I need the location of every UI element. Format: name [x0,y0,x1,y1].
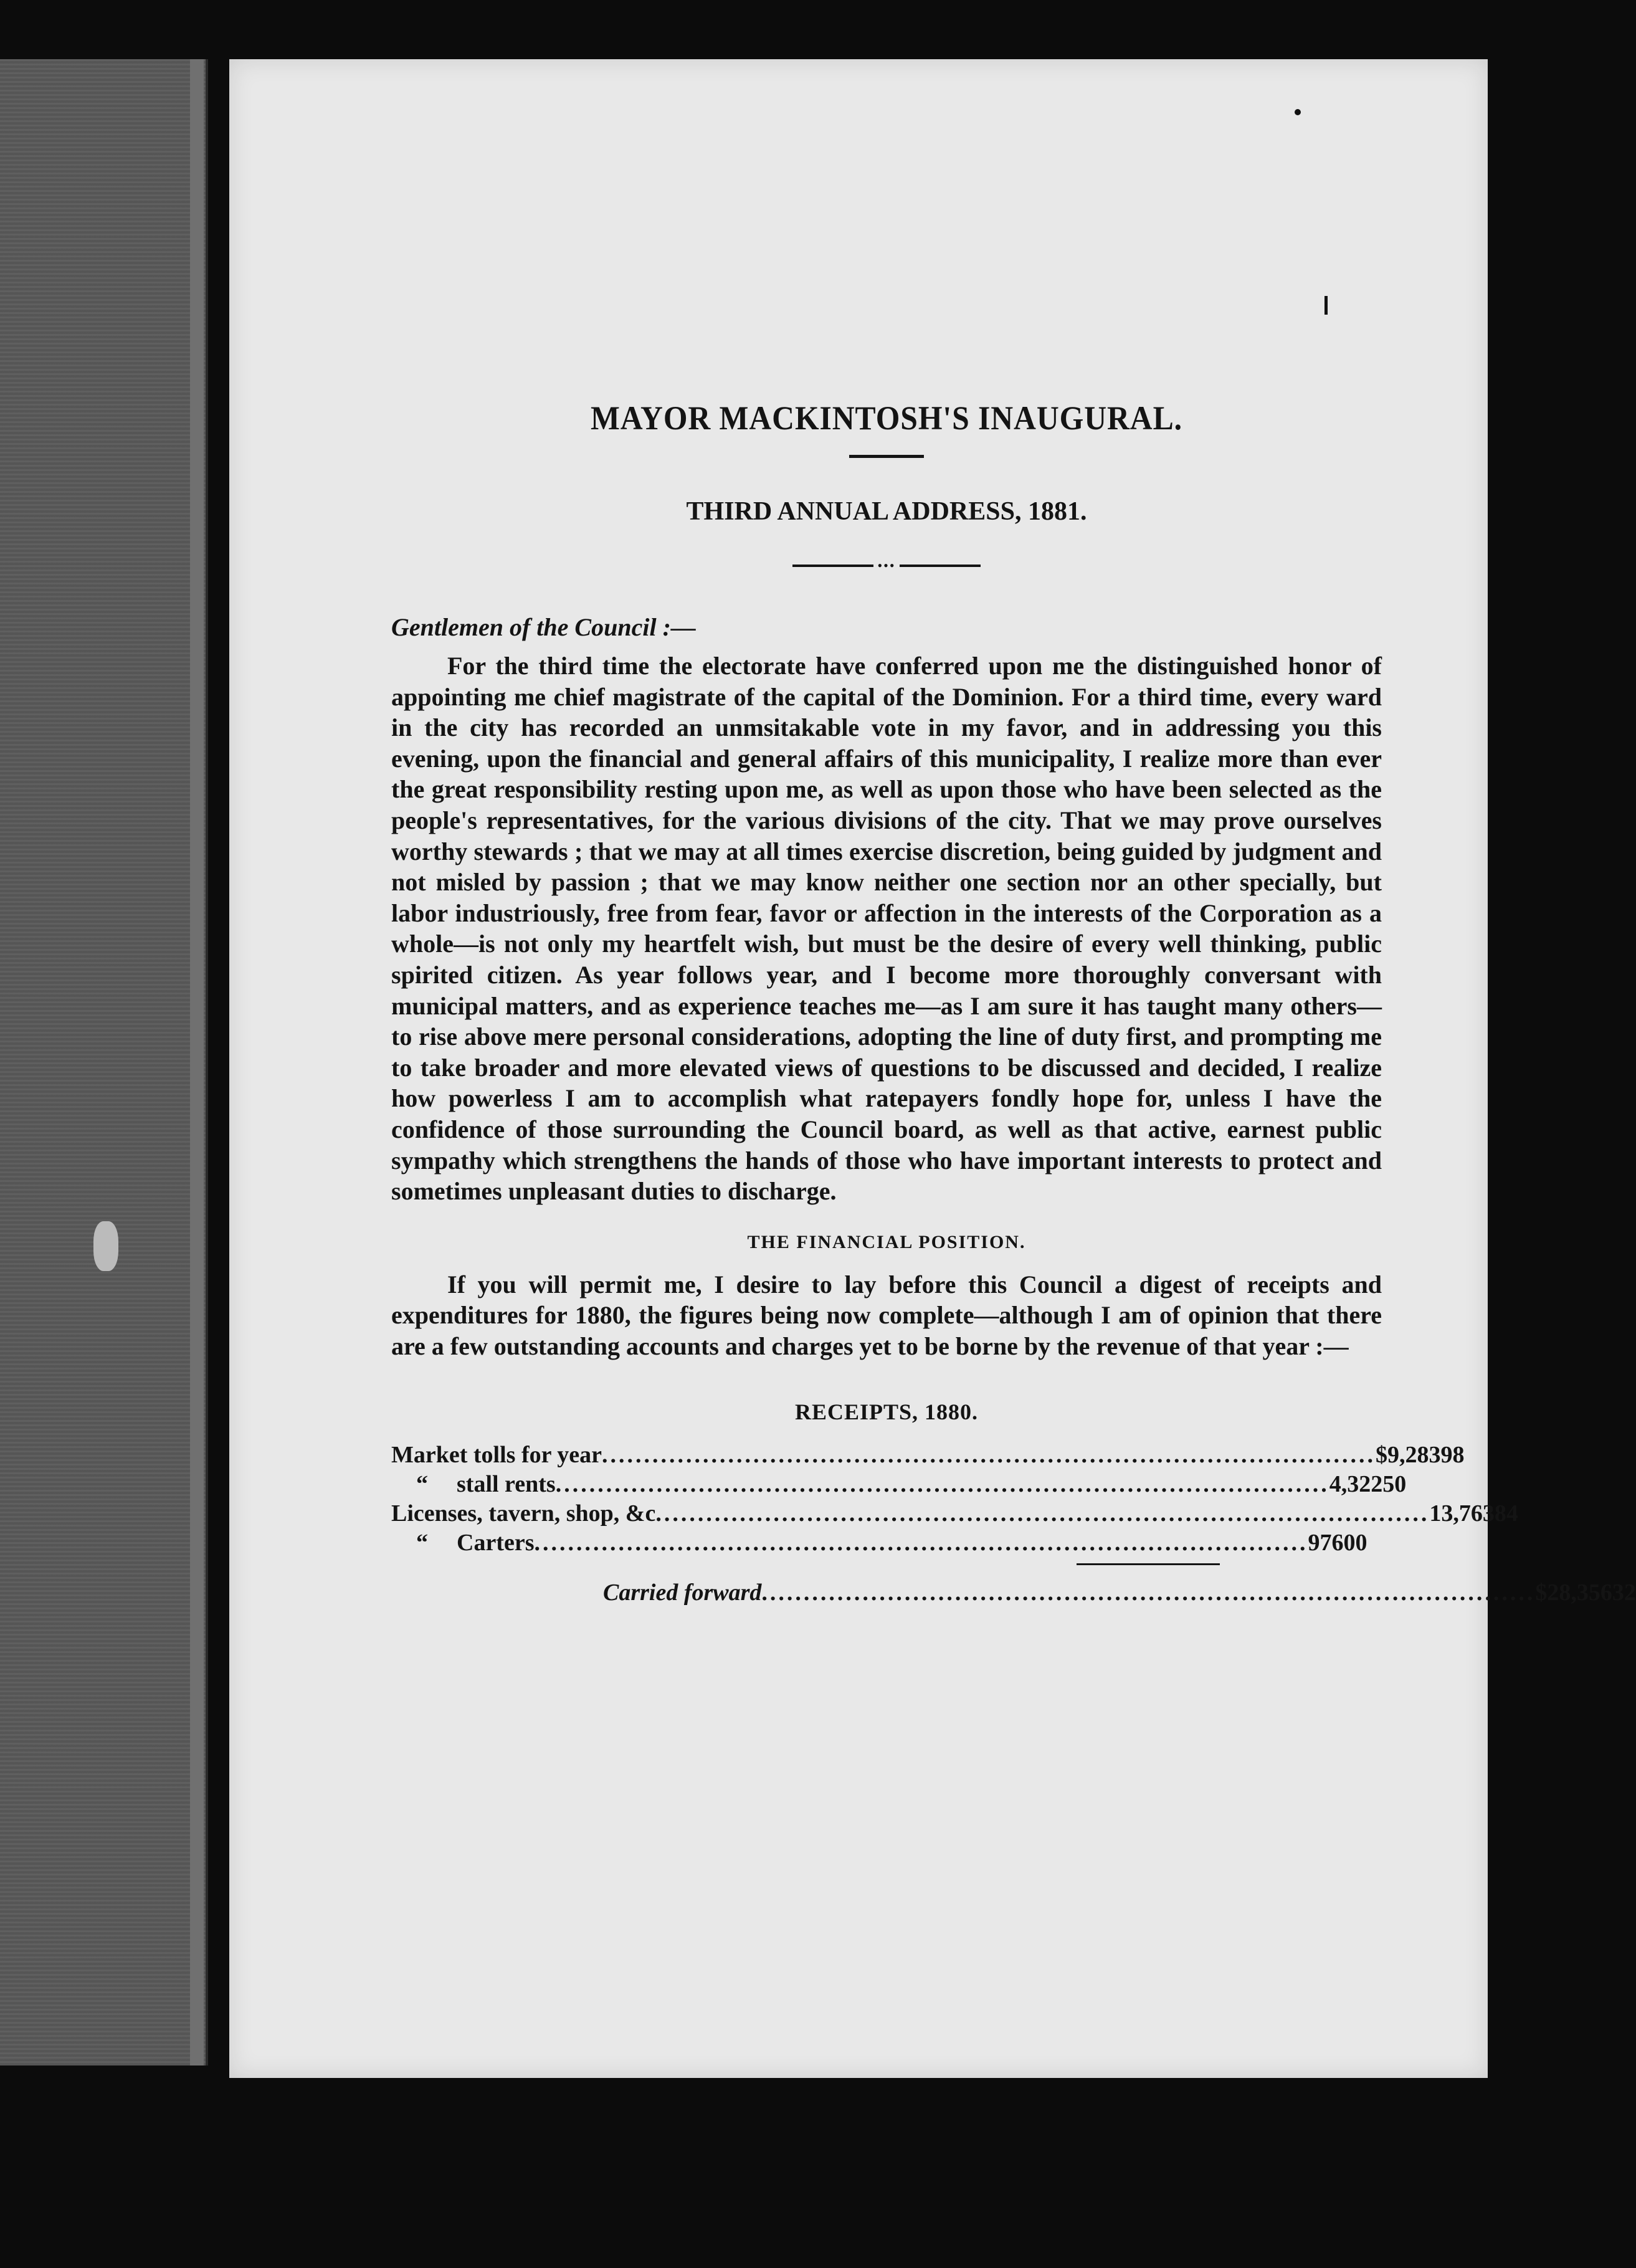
ledger-row [391,1441,1465,1470]
dot-leader: ............................................................................................ [655,1500,1430,1527]
ditto-mark: “ [416,1471,428,1498]
divider-dots: ••• [877,558,896,573]
page-title: MAYOR MACKINTOSH'S INAUGURAL. [590,399,1183,437]
page-subtitle: THIRD ANNUAL ADDRESS, 1881. [686,497,1087,526]
ledger-amount: 9,283 [1387,1442,1441,1469]
dot-leader: ............................................................................................ [602,1442,1376,1469]
receipts-heading: RECEIPTS, 1880. [794,1399,979,1425]
ledger-label-wrap [391,1529,534,1556]
body-paragraph-2: If you will permit me, I desire to lay before this Council a digest of receipts and expenditures for 1880, the figures being now complete—although I am of opinion that there are a few outstanding accounts and charges yet to be borne by the revenue of that year :— [391,1270,1382,1360]
divider-line [900,565,981,567]
title-rule [849,455,924,458]
carried-forward-amount: $28,356 [1535,1580,1612,1606]
ledger-row [391,1529,1367,1558]
cover-seam [190,59,204,2066]
ledger-cents: 98 [1440,1442,1465,1469]
ledger-label: Licenses, tavern, shop, &c [391,1500,656,1527]
ledger-amount: 976 [1308,1530,1344,1556]
book-cover-edge [0,59,208,2066]
speck-mark [1295,109,1301,115]
ledger-dollar: $ [1376,1442,1388,1469]
document-content [391,399,1636,1608]
section-heading: THE FINANCIAL POSITION. [747,1231,1026,1252]
ledger-label-wrap [391,1470,556,1498]
ledger-amount: 13,763 [1429,1500,1495,1527]
ledger-row [391,1470,1407,1500]
receipts-ledger [391,1441,1636,1608]
ledger-cents: 84 [1494,1500,1518,1527]
carried-forward-cents: 32 [1612,1580,1636,1606]
ledger-row [391,1500,1518,1529]
dot-leader: ............................................................................................ [555,1471,1329,1498]
cover-blemish [93,1221,118,1271]
body-paragraph-1: For the third time the electorate have conferred upon me the distinguished honor of appointing me chief magistrate of the capital of the Dominion. For a third time, every ward in the city has recorded an unmsitakable vote in my favor, and in addressing you this evening, upon the financial and general affairs of this municipality, I realize more than ever the great responsibility resting upon me, as well as upon those who have been selected as the people's representatives, for the various divisions of the city. That we may prove ourselves worthy stewards ; that we may at all times exercise discretion, being guided by judgment and not misled by passion ; that we may know neither one section nor an other specially, but labor industriously, free from fear, favor or affection in the interests of the Corporation as a whole—is not only my heartfelt wish, but must be the desire of every well thinking, public spirited citizen. As year follows year, and I become more thoroughly conversant with municipal matters, and as experience teaches me—as I am sure it has taught many others—to rise above mere personal considerations, adopting the line of duty first, and prompting me to take broader and more elevated views of questions to be discussed and decided, I realize how powerless I am to accomplish what ratepayers fondly hope for, unless I have the confidence of those surrounding the Council board, as well as that active, earnest public sympathy which strengthens the hands of those who have important interests to protect and sometimes unpleasant duties to discharge. [391,652,1382,1206]
ledger-label: Carters [457,1530,535,1556]
ornamental-divider [391,558,1382,574]
speck-mark [1324,296,1328,315]
ledger-cents: 00 [1343,1530,1367,1556]
ledger-cents: 50 [1382,1471,1407,1498]
total-rule [1077,1563,1220,1565]
ledger-label: stall rents [457,1471,556,1498]
divider-line [792,565,873,567]
ledger-total-row [391,1579,1636,1608]
ledger-label: Market tolls for year [391,1442,602,1469]
dot-leader: ............................................................................................ [534,1530,1308,1556]
ledger-amount: 4,322 [1329,1471,1383,1498]
dot-leader: ............................................................................................ [761,1580,1536,1606]
salutation: Gentlemen of the Council :— [391,613,696,641]
carried-forward-label: Carried forward [603,1580,762,1606]
ditto-mark: “ [416,1530,428,1556]
